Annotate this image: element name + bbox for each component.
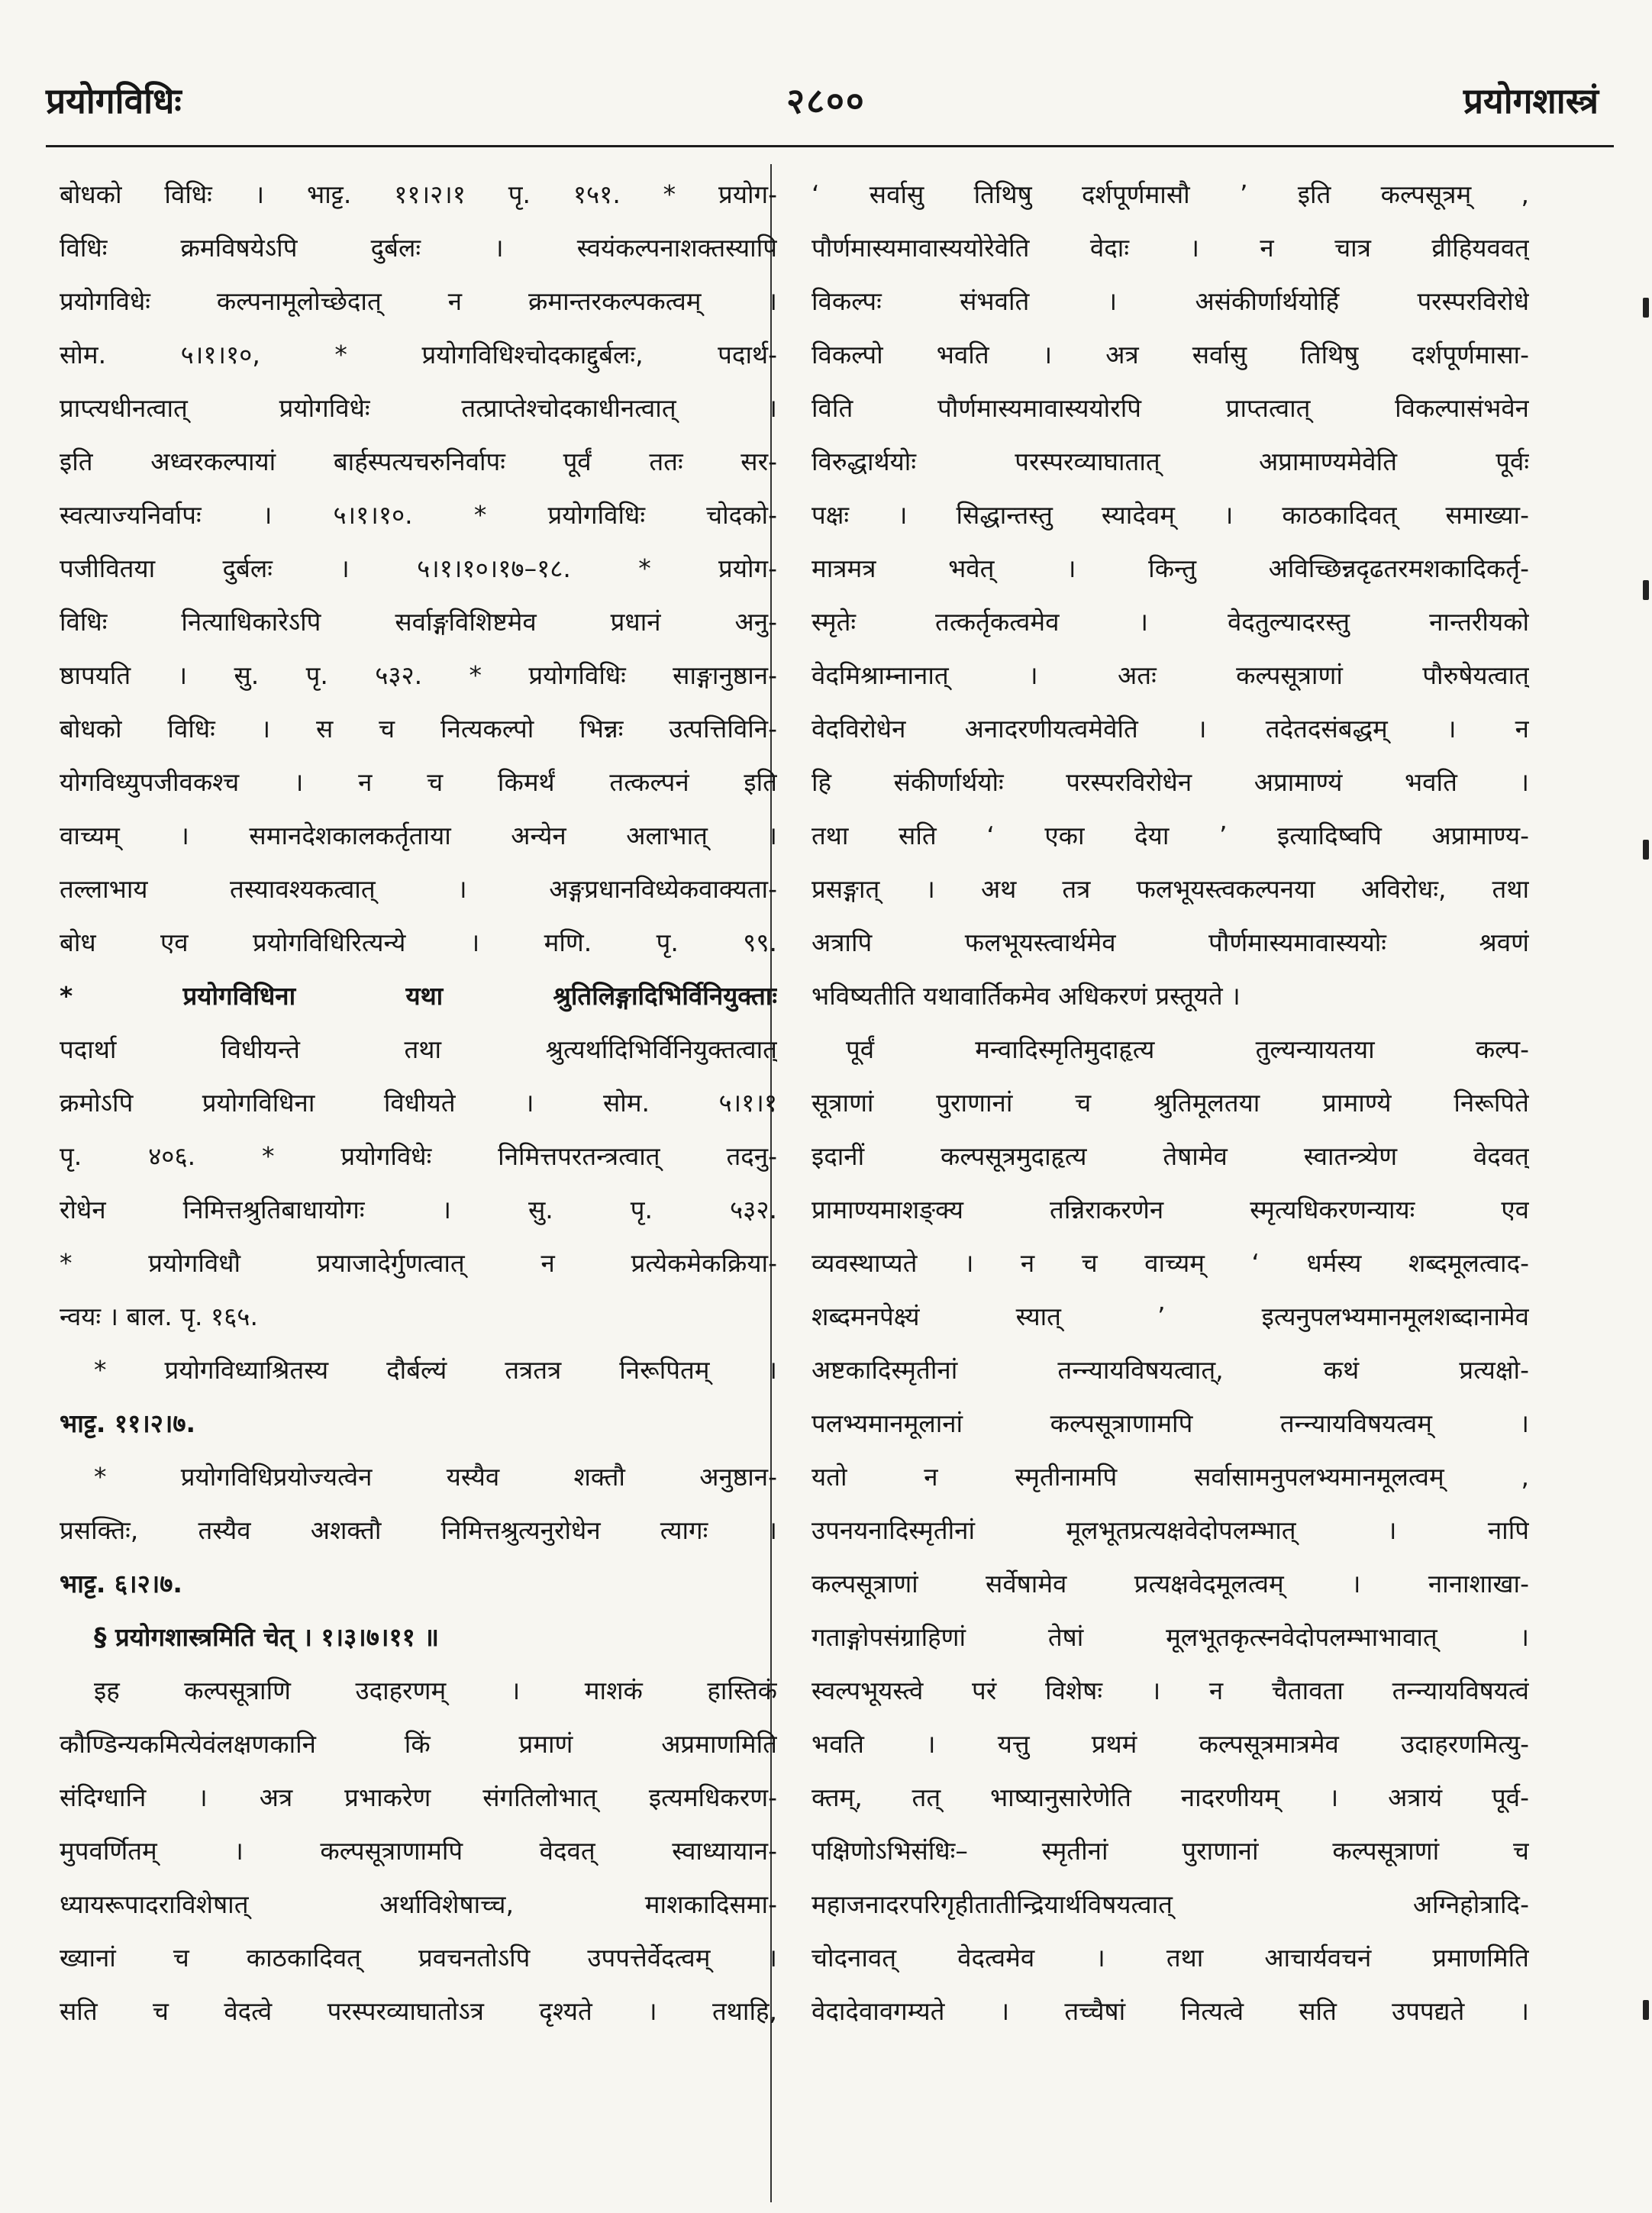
- text-line: स्मृतेः तत्कर्तृकत्वमेव । वेदतुल्यादरस्तु नान्तरीयको: [811, 607, 1529, 637]
- text-line: * प्रयोगविधिना यथा श्रुतिलिङ्गादिभिर्विनियुक्ताः: [60, 981, 777, 1011]
- text-line: रोधेन निमित्तश्रुतिबाधायोगः । सु. पृ. ५३२.: [60, 1195, 777, 1224]
- text-line: प्रसक्तिः, तस्यैव अशक्तौ निमित्तश्रुत्यनुरोधेन त्यागः ।: [60, 1515, 777, 1545]
- text-line: वेदविरोधेन अनादरणीयत्वमेवेति । तदेतदसंबद्धम् । न: [811, 714, 1529, 744]
- text-line: ध्यायरूपादराविशेषात् अर्थाविशेषाच्च, माशकादिसमा-: [60, 1889, 777, 1919]
- text-line: प्राप्त्यधीनत्वात् प्रयोगविधेः तत्प्राप्तेश्चोदकाधीनत्वात् ।: [60, 393, 777, 423]
- text-line: अष्टकादिस्मृतीनां तन्न्यायविषयत्वात्, कथं प्रत्यक्षो-: [811, 1355, 1529, 1385]
- margin-mark: [1643, 2000, 1649, 2020]
- text-line: उपनयनादिस्मृतीनां मूलभूतप्रत्यक्षवेदोपलम्भात् । नापि: [811, 1515, 1529, 1545]
- text-line: पजीवितया दुर्बलः । ५।१।१०।१७–१८. * प्रयोग-: [60, 553, 777, 583]
- text-line: विधिः नित्याधिकारेऽपि सर्वाङ्गविशिष्टमेव प्रधानं अनु-: [60, 607, 777, 637]
- text-line: स्वत्याज्यनिर्वापः । ५।१।१०. * प्रयोगविधिः चोदको-: [60, 500, 777, 530]
- text-line: तथा सति ‘ एका देया ’ इत्यादिष्वपि अप्रामाण्य-: [811, 821, 1529, 850]
- margin-mark: [1643, 840, 1649, 860]
- margin-mark: [1643, 298, 1649, 318]
- text-line: ‘ सर्वासु तिथिषु दर्शपूर्णमासौ ’ इति कल्पसूत्रम् ,: [811, 179, 1529, 209]
- text-line: सति च वेदत्वे परस्परव्याघातोऽत्र दृश्यते । तथाहि,: [60, 1996, 777, 2026]
- text-line: पौर्णमास्यमावास्ययोरेवेति वेदाः । न चात्र व्रीहियववत्: [811, 233, 1529, 263]
- text-line: विति पौर्णमास्यमावास्ययोरपि प्राप्तत्वात् विकल्पासंभवेन: [811, 393, 1529, 423]
- text-line: सोम. ५।१।१०, * प्रयोगविधिश्चोदकाद्दुर्बलः, पदार्थ-: [60, 340, 777, 369]
- text-line: भाट्ट. ६।२।७.: [60, 1569, 182, 1598]
- text-line: कल्पसूत्राणां सर्वेषामेव प्रत्यक्षवेदमूलत्वम् । नानाशाखा-: [811, 1569, 1529, 1598]
- right-column: [811, 168, 1529, 2038]
- text-line: क्तम्, तत् भाष्यानुसारेणेति नादरणीयम् । अत्रायं पूर्व-: [811, 1782, 1529, 1812]
- text-line: मुपवर्णितम् । कल्पसूत्राणामपि वेदवत् स्वाध्यायान-: [60, 1836, 777, 1866]
- text-line: पलभ्यमानमूलानां कल्पसूत्राणामपि तन्न्यायविषयत्वम् ।: [811, 1408, 1529, 1438]
- text-line: न्वयः । बाल. पृ. १६५.: [60, 1302, 258, 1331]
- text-line: प्रामाण्यमाशङ्क्य तन्निराकरणेन स्मृत्यधिकरणन्यायः एव: [811, 1195, 1529, 1224]
- text-line: * प्रयोगविधिप्रयोज्यत्वेन यस्यैव शक्तौ अनुष्ठान-: [94, 1462, 777, 1492]
- text-line: पूर्वं मन्वादिस्मृतिमुदाहृत्य तुल्यन्यायतया कल्प-: [846, 1034, 1529, 1064]
- text-line: कौण्डिन्यकमित्येवंलक्षणकानि किं प्रमाणं अप्रमाणमिति: [60, 1729, 777, 1759]
- text-line: मात्रमत्र भवेत् । किन्तु अविच्छिन्नदृढतरमशकादिकर्तृ-: [811, 553, 1529, 583]
- text-line: बोध एव प्रयोगविधिरित्यन्ये । मणि. पृ. ९९.: [60, 927, 777, 957]
- text-line: वेदादेवावगम्यते । तच्चैषां नित्यत्वे सति उपपद्यते ।: [811, 1996, 1529, 2026]
- running-head-left: प्रयोगविधिः: [46, 80, 182, 121]
- text-line: विकल्पो भवति । अत्र सर्वासु तिथिषु दर्शपूर्णमासा-: [811, 340, 1529, 369]
- text-line: प्रसङ्गात् । अथ तत्र फलभूयस्त्वकल्पनया अविरोधः, तथा: [811, 874, 1529, 904]
- text-line: अत्रापि फलभूयस्त्वार्थमेव पौर्णमास्यमावास्ययोः श्रवणं: [811, 927, 1529, 957]
- text-line: इह कल्पसूत्राणि उदाहरणम् । माशकं हास्तिकं: [94, 1676, 777, 1705]
- text-line: विकल्पः संभवति । असंकीर्णार्थयोर्हि परस्परविरोधे: [811, 286, 1529, 316]
- text-line: इति अध्वरकल्पायां बार्हस्पत्यचरुनिर्वापः पूर्वं ततः सर-: [60, 447, 777, 476]
- text-line: पदार्था विधीयन्ते तथा श्रुत्यर्थादिभिर्विनियुक्तत्वात्: [60, 1034, 777, 1064]
- text-line: महाजनादरपरिगृहीतातीन्द्रियार्थविषयत्वात् अग्निहोत्रादि-: [811, 1889, 1529, 1919]
- text-line: तल्लाभाय तस्यावश्यकत्वात् । अङ्गप्रधानविध्येकवाक्यता-: [60, 874, 777, 904]
- text-line: विरुद्धार्थयोः परस्परव्याघातात् अप्रामाण्यमेवेति पूर्वः: [811, 447, 1529, 476]
- text-line: क्रमोऽपि प्रयोगविधिना विधीयते । सोम. ५।१।१: [60, 1088, 777, 1118]
- text-line: ख्यानां च काठकादिवत् प्रवचनतोऽपि उपपत्तेर्वेदत्वम् ।: [60, 1943, 777, 1973]
- text-line: योगविध्युपजीवकश्च । न च किमर्थं तत्कल्पनं इति: [60, 767, 777, 797]
- text-line: भवति । यत्तु प्रथमं कल्पसूत्रमात्रमेव उदाहरणमित्यु-: [811, 1729, 1529, 1759]
- text-line: * प्रयोगविध्याश्रितस्य दौर्बल्यं तत्रतत्र निरूपितम् ।: [94, 1355, 777, 1385]
- text-line: पक्षिणोऽभिसंधिः– स्मृतीनां पुराणानां कल्पसूत्राणां च: [811, 1836, 1529, 1866]
- margin-mark: [1643, 580, 1649, 600]
- text-line: वाच्यम् । समानदेशकालकर्तृताया अन्येन अलाभात् ।: [60, 821, 777, 850]
- text-line: वेदमिश्राम्नानात् । अतः कल्पसूत्राणां पौरुषेयत्वात्: [811, 660, 1529, 690]
- text-line: हि संकीर्णार्थयोः परस्परविरोधेन अप्रामाण्यं भवति ।: [811, 767, 1529, 797]
- text-line: भविष्यतीति यथावार्तिकमेव अधिकरणं प्रस्तूयते ।: [811, 981, 1241, 1011]
- text-line: चोदनावत् वेदत्वमेव । तथा आचार्यवचनं प्रमाणमिति: [811, 1943, 1529, 1973]
- text-line: * प्रयोगविधौ प्रयाजादेर्गुणत्वात् न प्रत्येकमेकक्रिया-: [60, 1248, 777, 1278]
- text-line: पक्षः । सिद्धान्तस्तु स्यादेवम् । काठकादिवत् समाख्या-: [811, 500, 1529, 530]
- text-line: व्यवस्थाप्यते । न च वाच्यम् ‘ धर्मस्य शब्दमूलत्वाद-: [811, 1248, 1529, 1278]
- running-head-right: प्रयोगशास्त्रं: [1463, 80, 1599, 121]
- left-column: [60, 168, 777, 2038]
- text-line: विधिः क्रमविषयेऽपि दुर्बलः । स्वयंकल्पनाशक्तस्यापि: [60, 233, 777, 263]
- section-heading: § प्रयोगशास्त्रमिति चेत् । १।३।७।११ ॥: [94, 1622, 440, 1652]
- page-number: २८००: [786, 80, 866, 121]
- text-line: गताङ्गोपसंग्राहिणां तेषां मूलभूतकृत्स्नवेदोपलम्भाभावात् ।: [811, 1622, 1529, 1652]
- text-line: बोधको विधिः । स च नित्यकल्पो भिन्नः उत्पत्तिविनि-: [60, 714, 777, 744]
- text-line: सूत्राणां पुराणानां च श्रुतिमूलतया प्रामाण्ये निरूपिते: [811, 1088, 1529, 1118]
- text-line: प्रयोगविधेः कल्पनामूलोच्छेदात् न क्रमान्तरकल्पकत्वम् ।: [60, 286, 777, 316]
- header-rule: [46, 145, 1614, 147]
- text-line: यतो न स्मृतीनामपि सर्वासामनुपलभ्यमानमूलत्वम् ,: [811, 1462, 1529, 1492]
- text-line: संदिग्धानि । अत्र प्रभाकरेण संगतिलोभात् इत्यमधिकरण-: [60, 1782, 777, 1812]
- text-line: स्वल्पभूयस्त्वे परं विशेषः । न चैतावता तन्न्यायविषयत्वं: [811, 1676, 1529, 1705]
- text-line: भाट्ट. ११।२।७.: [60, 1408, 196, 1438]
- text-line: बोधको विधिः । भाट्ट. ११।२।१ पृ. १५१. * प्रयोग-: [60, 179, 777, 209]
- text-line: पृ. ४०६. * प्रयोगविधेः निमित्तपरतन्त्रत्वात् तदनु-: [60, 1141, 777, 1171]
- text-line: इदानीं कल्पसूत्रमुदाहृत्य तेषामेव स्वातन्त्र्येण वेदवत्: [811, 1141, 1529, 1171]
- text-line: ष्ठापयति । सु. पृ. ५३२. * प्रयोगविधिः साङ्गानुष्ठान-: [60, 660, 777, 690]
- text-line: शब्दमनपेक्ष्यं स्यात् ’ इत्यनुपलभ्यमानमूलशब्दानामेव: [811, 1302, 1529, 1331]
